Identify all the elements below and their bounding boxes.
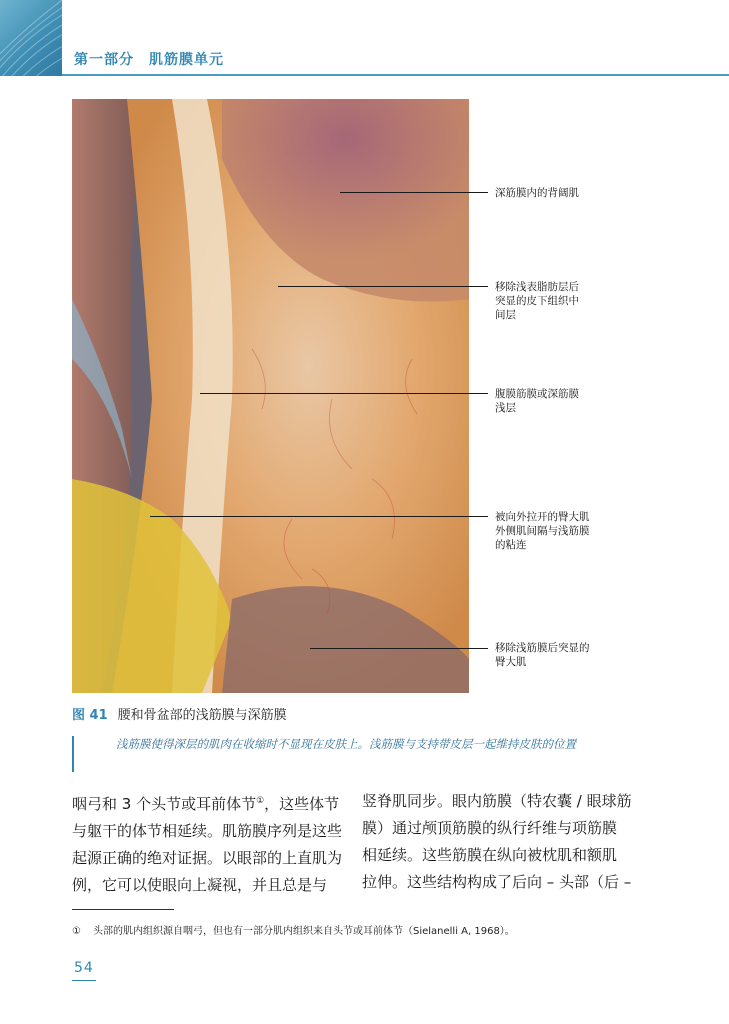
body-line: 咽弓和 3 个头节或耳前体节①，这些体节 bbox=[72, 795, 340, 813]
leader-line bbox=[278, 286, 488, 287]
annotation-label: 被向外拉开的臀大肌 外侧肌间隔与浅筋膜 的粘连 bbox=[495, 511, 590, 551]
wave-pattern-icon bbox=[0, 0, 62, 76]
body-line: 膜）通过颅顶筋膜的纵行纤维与项筋膜 bbox=[362, 819, 618, 837]
body-line: 起源正确的绝对证据。以眼部的上直肌为 bbox=[72, 849, 343, 867]
page-number: 54 bbox=[74, 960, 94, 976]
annotation-label: 移除浅筋膜后突显的 臀大肌 bbox=[495, 642, 590, 668]
body-column-right bbox=[362, 788, 632, 896]
corner-tab-decoration bbox=[0, 0, 62, 76]
annotation-label: 移除浅表脂肪层后 突显的皮下组织中 间层 bbox=[495, 281, 579, 321]
leader-line bbox=[150, 516, 488, 517]
footnote-text: 头部的肌内组织源自咽弓，但也有一部分肌内组织来自头节或耳前体节（Sielanelli A, 1968）。 bbox=[92, 926, 515, 937]
footnote-mark: ① bbox=[72, 926, 81, 937]
quote-bar bbox=[72, 736, 74, 772]
leader-line bbox=[310, 648, 488, 649]
leader-line bbox=[340, 192, 488, 193]
figure-caption-text: 腰和骨盆部的浅筋膜与深筋膜 bbox=[117, 708, 287, 723]
figure-number: 图 41 bbox=[72, 708, 108, 723]
leader-line bbox=[200, 393, 488, 394]
footnote-ref: ① bbox=[256, 796, 265, 806]
running-header: 第一部分 肌筋膜单元 bbox=[74, 52, 224, 68]
body-line: 竖脊肌同步。眼内筋膜（特农囊 / 眼球筋 bbox=[362, 792, 632, 810]
figure-caption bbox=[72, 704, 287, 723]
body-line: 与躯干的体节相延续。肌筋膜序列是这些 bbox=[72, 822, 343, 840]
body-line: 例，它可以使眼向上凝视，并且总是与 bbox=[72, 876, 328, 894]
annotation-label: 深筋膜内的背阔肌 bbox=[495, 187, 579, 199]
page-number-rule bbox=[72, 980, 96, 981]
footnote bbox=[72, 922, 515, 937]
body-line: 拉伸。这些结构构成了后向 – 头部（后 – bbox=[362, 873, 632, 891]
body-column-left bbox=[72, 788, 342, 899]
body-line: 相延续。这些筋膜在纵向被枕肌和额肌 bbox=[362, 846, 618, 864]
annotation-label: 腹膜筋膜或深筋膜 浅层 bbox=[495, 388, 579, 414]
footnote-rule bbox=[72, 909, 174, 910]
pull-quote bbox=[92, 734, 652, 754]
anatomy-photo bbox=[72, 99, 469, 693]
pull-quote-text: 浅筋膜使得深层的肌肉在收缩时不显现在皮肤上。浅筋膜与支持带皮层一起维持皮肤的位置 bbox=[116, 737, 576, 751]
header-rule bbox=[62, 74, 729, 76]
